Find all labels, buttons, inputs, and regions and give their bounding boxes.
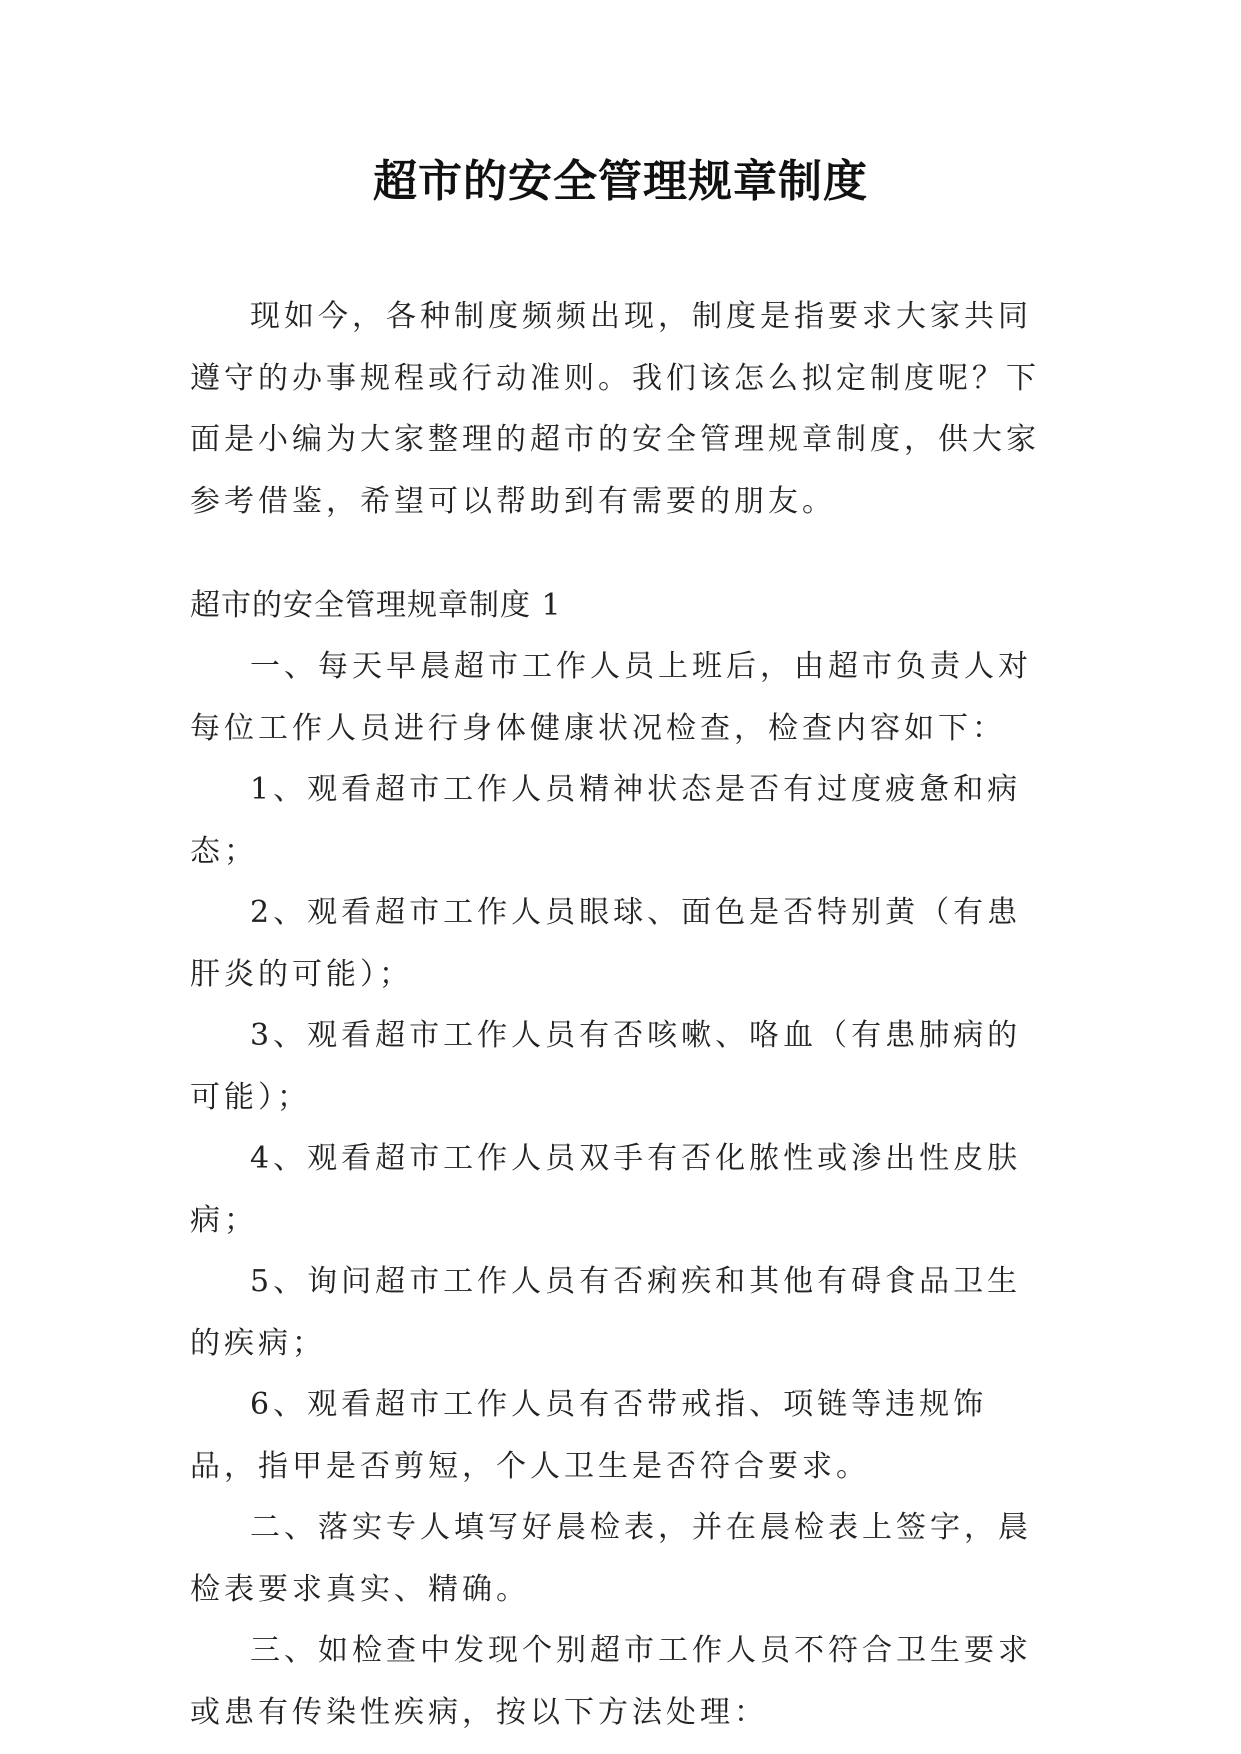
intro-paragraph: 现如今，各种制度频频出现，制度是指要求大家共同遵守的办事规程或行动准则。我们该怎么拟定制度呢？下面是小编为大家整理的超市的安全管理规章制度，供大家参考借鉴，希望可以帮助到有需要的朋友。 (190, 299, 1040, 519)
paragraph-item: 一、每天早晨超市工作人员上班后，由超市负责人对每位工作人员进行身体健康状况检查，检查内容如下： (190, 649, 1032, 746)
section-heading: 超市的安全管理规章制度 1 (190, 588, 562, 623)
paragraph-item: 4、观看超市工作人员双手有否化脓性或渗出性皮肤病； (190, 1141, 1022, 1238)
document-title: 超市的安全管理规章制度 (373, 156, 868, 207)
paragraph-item: 1、观看超市工作人员精神状态是否有过度疲惫和病态； (190, 772, 1022, 869)
paragraph-item: 3、观看超市工作人员有否咳嗽、咯血（有患肺病的可能）； (190, 1018, 1022, 1115)
paragraph-item: 二、落实专人填写好晨检表，并在晨检表上签字，晨检表要求真实、精确。 (190, 1510, 1032, 1607)
paragraph-item: 2、观看超市工作人员眼球、面色是否特别黄（有患肝炎的可能）； (190, 895, 1022, 992)
section-body (190, 636, 1052, 1743)
paragraph-item: 5、询问超市工作人员有否痢疾和其他有碍食品卫生的疾病； (190, 1264, 1022, 1361)
paragraph-item: 6、观看超市工作人员有否带戒指、项链等违规饰品，指甲是否剪短，个人卫生是否符合要求。 (190, 1387, 988, 1484)
paragraph-item: 三、如检查中发现个别超市工作人员不符合卫生要求或患有传染性疾病，按以下方法处理： (190, 1633, 1032, 1730)
